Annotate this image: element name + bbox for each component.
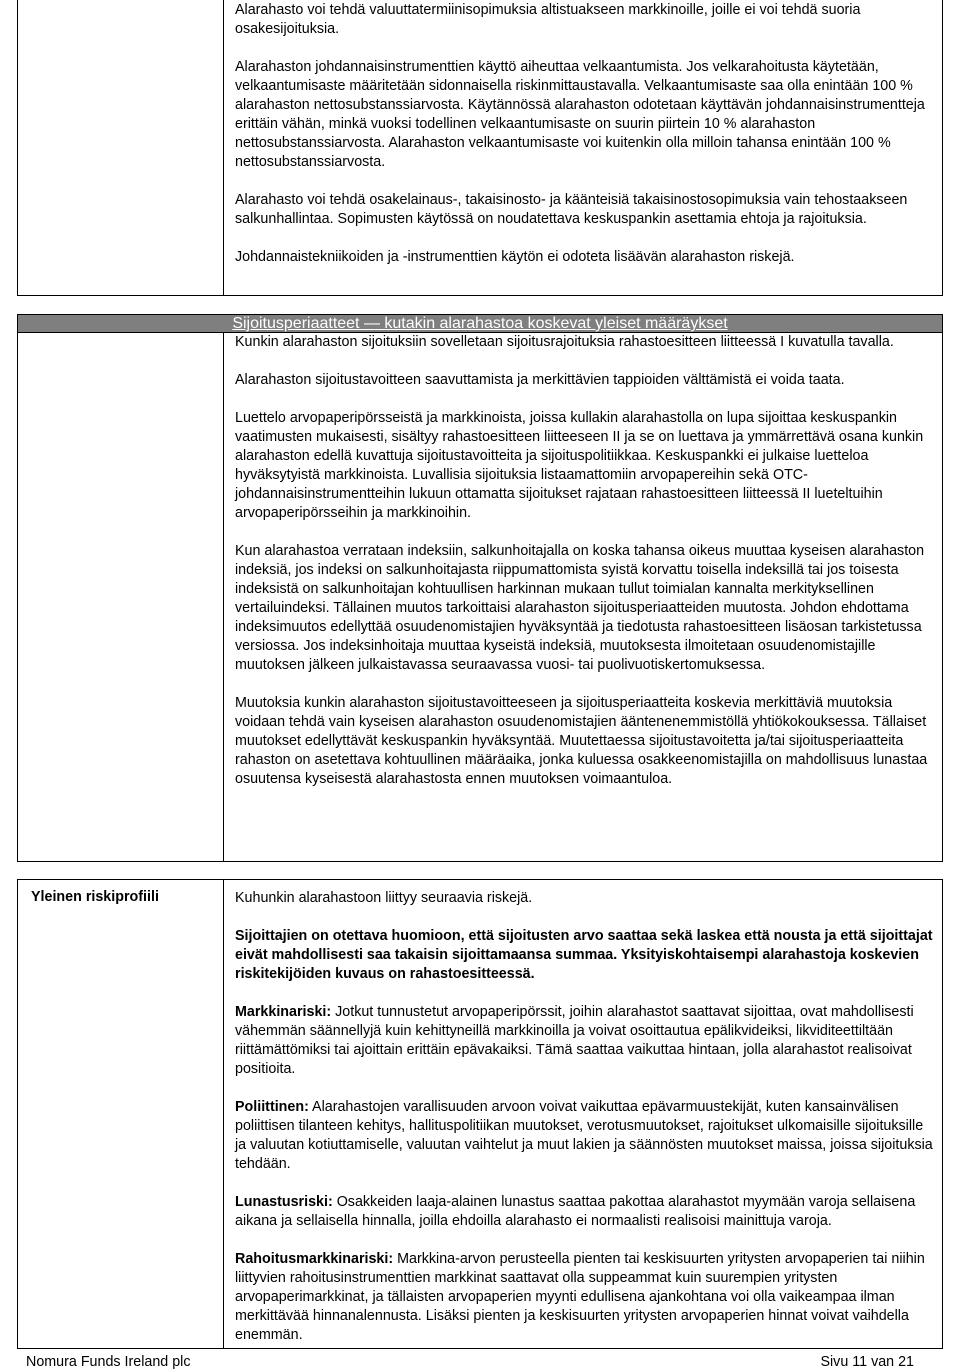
paragraph-restrictions: Kunkin alarahaston sijoituksiin sovelletaan sijoitusrajoituksia rahastoesitteen liitteessä I kuvatulla tavalla. <box>235 334 894 350</box>
risk-text: Markkina-arvon perusteella pienten tai keskisuurten yritysten arvopaperien tai niihin liittyvien rahoitusinstrumenttien markkinat saattavat olla suppeammat kuin suurempien yritysten arvopaperimarkkinat, ja tällaisten arvopaperien myynti edullisena ajankohtana voi olla vaikeampaa ilman merkittävää hinnanalennusta. Lisäksi pienten ja keskisuurten yritysten arvopaperien hinnat voivat vaihdella enemmän. <box>235 1251 925 1343</box>
section3-content <box>235 889 935 1345</box>
paragraph-objective-change: Muutoksia kunkin alarahaston sijoitustavoitteeseen ja sijoitusperiaatteita koskevia merkittäviä muutoksia voidaan tehdä vain kyseisen alarahaston osuudenomistajien ääntenenemmistöllä yhtiökokouksessa. Tällaiset muutokset edellyttävät keskuspankin hyväksyntää. Muutettaessa sijoitustavoitetta ja/tai sijoitusperiaatteita rahaston on asetettava kohtuullinen määräaika, jonka kuluessa osakkeenomistajilla on mahdollisuus lunastaa osuutensa kyseisestä alarahastosta ennen muutoksen voimaantuloa. <box>235 695 928 787</box>
paragraph-leverage <box>235 58 935 172</box>
footer-page-number: Sivu 11 van 21 <box>820 1354 914 1370</box>
section-title-investment-principles: Sijoitusperiaatteet — kutakin alarahastoa koskevat yleiset määräykset <box>17 314 943 333</box>
risk-item-redemption <box>235 1193 935 1231</box>
paragraph-securities-lending: Alarahasto voi tehdä osakelainaus-, takaisinosto- ja käänteisiä takaisinostosopimuksia vain tehostaakseen salkunhallintaa. Sopimusten käytössä on noudatettava keskuspankin asettamia ehtoja ja rajoituksia. <box>235 192 908 227</box>
risk-term: Rahoitusmarkkinariski: <box>235 1251 394 1267</box>
middle-table-divider <box>223 333 224 862</box>
paragraph-exchanges: Luettelo arvopaperipörsseistä ja markkinoista, joissa kullakin alarahastolla on lupa sijoittaa keskuspankin vaatimusten mukaisesti, sisältyy rahastoesitteen liitteeseen II ja se on luettava ja ymmärrettävä osana kunkin alarahaston edellä kuvattuja sijoitustavoitteita ja sijoituspolitiikkaa. Keskuspankki ei julkaise luetteloa hyväksytyistä markkinoista. Luvallisia sijoituksia listaamattomiin arvopapereihin sekä OTC-johdannaisinstrumentteihin lukuun ottamatta sijoitukset rajataan rahastoesitteen liitteessä II lueteltuihin arvopaperipörsseihin ja markkinoihin. <box>235 410 924 521</box>
risk-item-political <box>235 1098 935 1174</box>
risk-text: Osakkeiden laaja-alainen lunastus saattaa pakottaa alarahastot myymään varoja sellaisena aikana ja sellaisella hinnalla, joilla ehdoilla alarahasto ei normaalisti realisoisi mainittuja varoja. <box>235 1194 916 1229</box>
risk-profile-label: Yleinen riskiprofiili <box>31 889 159 905</box>
paragraph-fx-contracts: Alarahasto voi tehdä valuuttatermiinisopimuksia altistuakseen markkinoille, joille ei voi tehdä suoria osakesijoituksia. <box>235 2 861 37</box>
risk-warning: Sijoittajien on otettava huomioon, että sijoitusten arvo saattaa sekä laskea että nousta ja että sijoittajat eivät mahdollisesti saa takaisin sijoittamaansa summaa. Yksityiskohtaisempi alarahastoja koskevien riskitekijöiden kuvaus on rahastoesitteessä. <box>235 928 933 982</box>
leverage-text-b: Käytännössä alarahaston odotetaan käyttävän johdannaisinstrumentteja erittäin vähän, minkä vuoksi todellinen velkaantumisaste on suurin piirtein 10 % alarahaston nettosubstanssiarvosta. Alarahaston velkaantumisaste voi kuitenkin olla milloin tahansa enintään 100 % nettosubstanssiarvosta. <box>235 97 925 170</box>
paragraph-index-change: Kun alarahastoa verrataan indeksiin, salkunhoitajalla on koska tahansa oikeus muuttaa kyseisen alarahaston indeksiä, jos indeksi on salkunhoitajasta riippumattomista syistä korvattu toisella indeksillä tai jos toisesta indeksistä on salkunhoitajan kohtuullisen harkinnan mukaan tullut toimialan kannalta merkityksellinen vertailuindeksi. Tällainen muutos tarkoittaisi alarahaston sijoitusperiaatteiden muutosta. Johdon ehdottama indeksimuutos edellyttää osuudenomistajien hyväksyntää ja tiedotusta rahastoesitteen lisäosan tarkistetussa versiossa. Jos indeksinhoitaja muuttaa kyseistä indeksiä, muutoksesta ilmoitetaan osuudenomistajille muutoksen jälkeen julkaistavassa seuraavassa vuosi- tai puolivuotiskertomuksessa. <box>235 543 925 673</box>
section2-content <box>235 333 935 789</box>
risk-text: Jotkut tunnustetut arvopaperipörssit, joihin alarahastot saattavat sijoittaa, ovat mahdollisesti vähemmän säännellyjä kuin kehittyneillä markkinoilla ja voivat osoittautua epälikvideiksi, likviditeettiltään riittämättömiksi tai ajoittain erittäin epävakaiksi. Tämä saattaa vaikuttaa hintaan, jolla alarahastot realisoivat positioita. <box>235 1004 914 1077</box>
risk-term: Poliittinen: <box>235 1099 309 1115</box>
footer-company: Nomura Funds Ireland plc <box>26 1354 191 1370</box>
bottom-table-divider <box>223 879 224 1349</box>
risk-item-financial-market <box>235 1250 935 1345</box>
risk-text: Alarahastojen varallisuuden arvoon voivat vaikuttaa epävarmuustekijät, kuten kansainvälisen poliittisen tilanteen kehitys, hallituspolitiikan muutokset, verotusmuutokset, rajoitukset ulkomaisille sijoituksille ja valuutan kotiuttamiselle, valuutan vaihtelut ja muut lakien ja säännösten muutokset maissa, joissa sijoituksia tehdään. <box>235 1099 933 1172</box>
paragraph-derivatives-risk: Johdannaistekniikoiden ja -instrumenttien käytön ei odoteta lisäävän alarahaston riskejä. <box>235 249 795 265</box>
risk-item-market <box>235 1003 935 1079</box>
risk-intro: Kuhunkin alarahastoon liittyy seuraavia riskejä. <box>235 890 533 906</box>
paragraph-no-guarantee: Alarahaston sijoitustavoitteen saavuttamista ja merkittävien tappioiden välttämistä ei voida taata. <box>235 372 845 388</box>
top-table-divider <box>223 0 224 296</box>
section1-content <box>235 1 935 267</box>
risk-term: Lunastusriski: <box>235 1194 333 1210</box>
risk-term: Markkinariski: <box>235 1004 332 1020</box>
leverage-text-a: Alarahaston johdannaisinstrumenttien käyttö aiheuttaa velkaantumista. Jos velkarahoitusta käytetään, velkaantumisaste määritetään sidonnaisella riskinmittaustavalla. Velkaantumisaste saa olla enintään 100 % alarahaston nettosubstanssiarvosta. <box>235 59 913 113</box>
